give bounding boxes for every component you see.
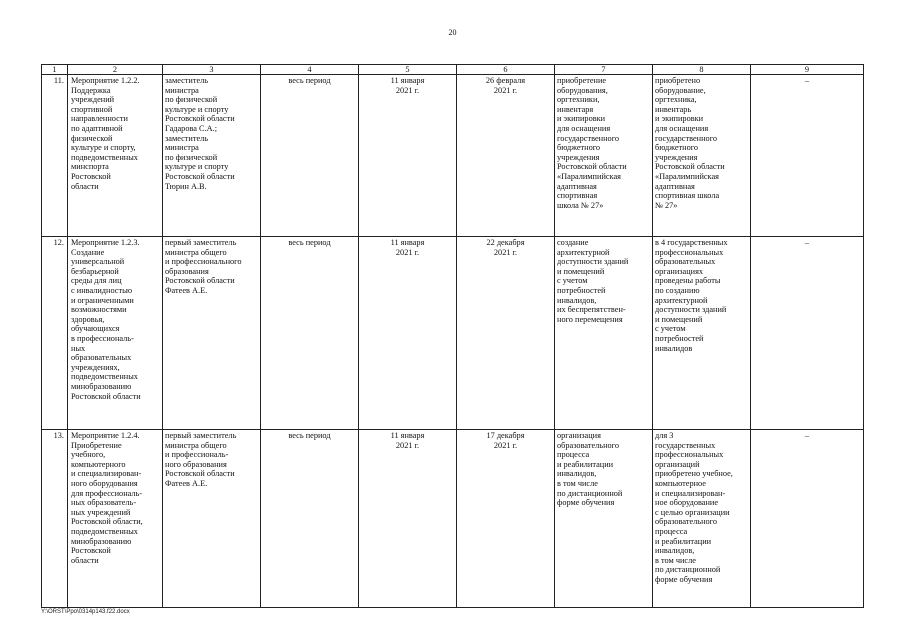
column-number: 7 [555,65,653,75]
column-number: 9 [751,65,864,75]
column-number: 3 [163,65,261,75]
event-cell: Мероприятие 1.2.2. Поддержка учреждений спортивной направленности по адаптивной физической культуре и спорту, подведомственных минспорта Ростовской области [68,75,163,237]
note-cell: – [751,430,864,608]
event-cell: Мероприятие 1.2.3. Создание универсальной безбарьерной среды для лиц с инвалидностью и ограниченными возможностями здоровья, обучающихся в профессиональ- ных образовательных учреждениях, подведомственных минобразованию Ростовской области [68,237,163,430]
end-date-cell: 22 декабря 2021 г. [457,237,555,430]
table-row [42,75,864,237]
table-row [42,430,864,608]
document-table [41,64,864,608]
note-cell: – [751,237,864,430]
page-number: 20 [448,28,457,37]
file-path-footer: Y:\ORST\Ppo\0314p143.f22.docx [41,609,130,615]
period-cell: весь период [261,237,359,430]
event-cell: Мероприятие 1.2.4. Приобретение учебного, компьютерного и специализирован- ного оборудования для профессиональ- ных образователь- ных учреждений Ростовской области, подведомственных минобразованию Ростовской области [68,430,163,608]
row-number: 12. [42,237,68,430]
actual-result-cell: в 4 государственных профессиональных образовательных организациях проведены работы по созданию архитектурной доступности зданий и помещений с учетом потребностей инвалидов [653,237,751,430]
expected-result-cell: приобретение оборудования, оргтехники, инвентаря и экипировки для оснащения государственного бюджетного учреждения Ростовской области «Паралимпийская адаптивная спортивная школа № 27» [555,75,653,237]
actual-result-cell: приобретено оборудование, оргтехника, инвентарь и экипировки для оснащения государственного бюджетного учреждения Ростовской области «Паралимпийская адаптивная спортивная школа № 27» [653,75,751,237]
actual-result-cell: для 3 государственных профессиональных организаций приобретено учебное, компьютерное и специализирован- ное оборудование с целью организации образовательного процесса и реабилитации инвалидов, в том числе по дистанционной форме обучения [653,430,751,608]
column-number: 1 [42,65,68,75]
end-date-cell: 26 февраля 2021 г. [457,75,555,237]
expected-result-cell: организация образовательного процесса и реабилитации инвалидов, в том числе по дистанционной форме обучения [555,430,653,608]
row-number: 13. [42,430,68,608]
start-date-cell: 11 января 2021 г. [359,237,457,430]
note-cell: – [751,75,864,237]
end-date-cell: 17 декабря 2021 г. [457,430,555,608]
column-number: 2 [68,65,163,75]
period-cell: весь период [261,430,359,608]
responsible-cell: заместитель министра по физической культуре и спорту Ростовской области Гадарова С.А.; заместитель министра по физической культуре и спорту Ростовской области Тюрин А.В. [163,75,261,237]
column-number: 6 [457,65,555,75]
responsible-cell: первый заместитель министра общего и профессиональ- ного образования Ростовской области Фатеев А.Е. [163,430,261,608]
period-cell: весь период [261,75,359,237]
table-row [42,237,864,430]
start-date-cell: 11 января 2021 г. [359,430,457,608]
responsible-cell: первый заместитель министра общего и профессионального образования Ростовской области Фатеев А.Е. [163,237,261,430]
expected-result-cell: создание архитектурной доступности зданий и помещений с учетом потребностей инвалидов, их беспрепятствен- ного перемещения [555,237,653,430]
column-number: 8 [653,65,751,75]
start-date-cell: 11 января 2021 г. [359,75,457,237]
row-number: 11. [42,75,68,237]
column-number-row [42,65,864,75]
column-number: 5 [359,65,457,75]
column-number: 4 [261,65,359,75]
